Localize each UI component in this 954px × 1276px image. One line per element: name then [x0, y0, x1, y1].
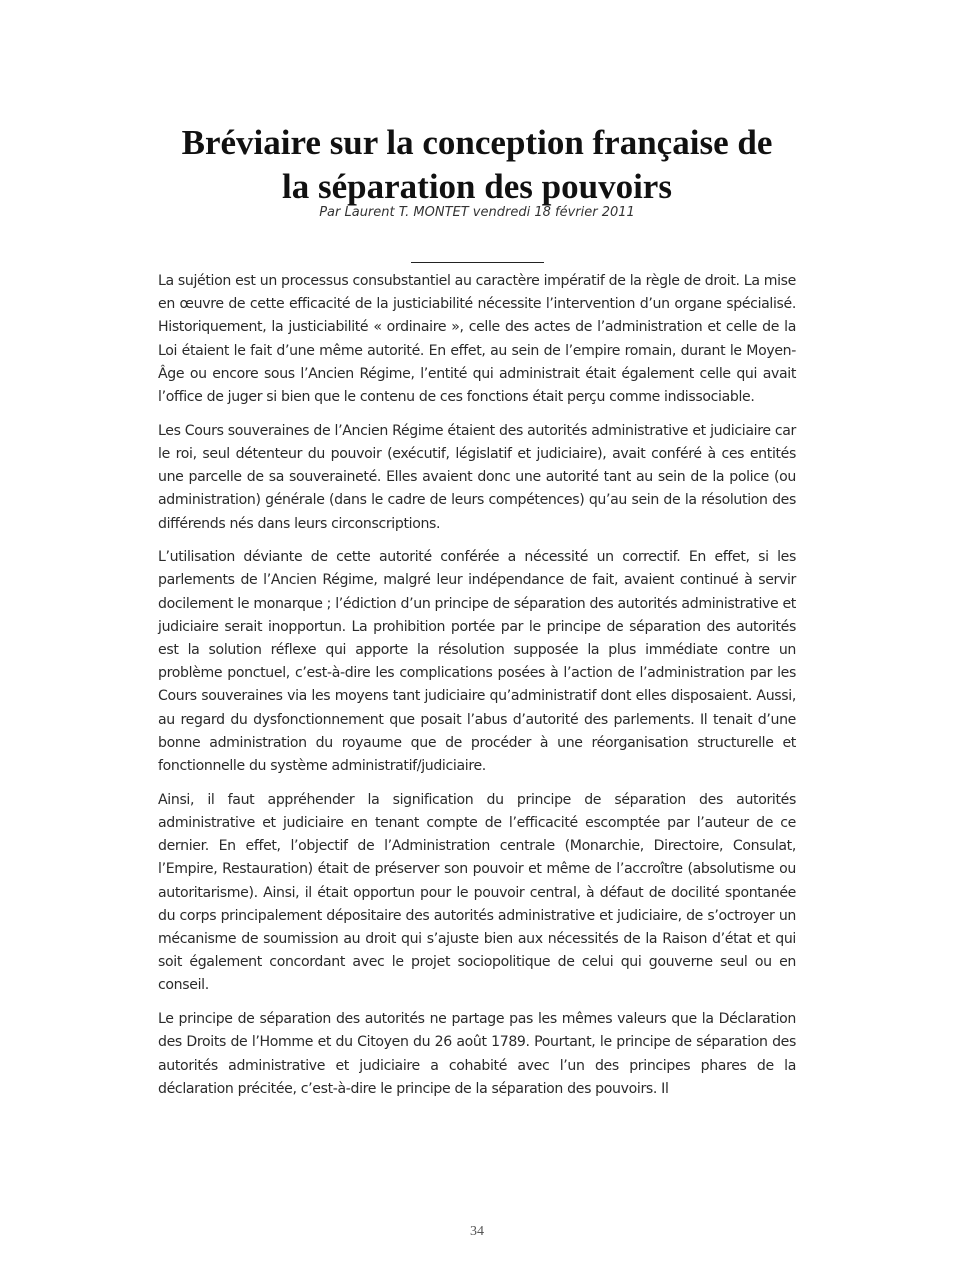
- page-number: 34: [470, 1224, 484, 1239]
- title-separator-rule: [411, 262, 544, 263]
- paragraph-3: L’utilisation déviante de cette autorité conférée a nécessité un correctif. En effet, si les parlements de l’Ancien Régime, malgré leur indépendance de fait, avaient continué à servir docilement le monarque ; l’édiction d’un principe de séparation des autorités administrative et judiciaire serait inopportun. La prohibition portée par le principe de séparation des autorités est la solution réflexe qui apporte la résolution supposée la plus immédiate contre un problème ponctuel, c’est-à-dire les complications posées à l’action de l’administration par les Cours souveraines via les moyens tant judiciaire qu’administratif dont elles disposaient. Aussi, au regard du dysfonctionnement que posait l’abus d’autorité des parlements. Il tenait d’une bonne administration du royaume que de procéder à une réorganisation structurelle et fonctionnelle du système administratif/judiciaire.: [158, 549, 796, 775]
- document-title: [120, 121, 834, 209]
- paragraph-2: Les Cours souveraines de l’Ancien Régime étaient des autorités administrative et judiciaire car le roi, seul détenteur du pouvoir (exécutif, législatif et judiciaire), avait conféré à ces entités une parcelle de sa souveraineté. Elles avaient donc une autorité tant au sein de la police (ou administration) générale (dans le cadre de leurs compétences) qu’au sein de la résolution des différends nés dans leurs circonscriptions.: [158, 422, 796, 532]
- article-body: [158, 270, 796, 1111]
- paragraph-1: La sujétion est un processus consubstantiel au caractère impératif de la règle de droit. La mise en œuvre de cette efficacité de la justiciabilité nécessite l’intervention d’un organe spécialisé. Historiquement, la justiciabilité « ordinaire », celle des actes de l’administration et celle de la Loi étaient le fait d’une même autorité. En effet, au sein de l’empire romain, durant le Moyen-Âge ou encore sous l’Ancien Régime, l’entité qui administrait était également celle qui avait l’office de juger si bien que le contenu de ces fonctions était perçu comme indissociable.: [158, 273, 796, 406]
- paragraph-4: Ainsi, il faut appréhender la signification du principe de séparation des autorités administrative et judiciaire en tenant compte de l’efficacité escomptée par l’auteur de ce dernier. En effet, l’objectif de l’Administration centrale (Monarchie, Directoire, Consulat, l’Empire, Restauration) était de préserver son pouvoir et même de l’accroître (absolutisme ou autoritarisme). Ainsi, il était opportun pour le pouvoir central, à défaut de docilité spontanée du corps principalement dépositaire des autorités administrative et judiciaire, de s’octroyer un mécanisme de soumission au droit qui s’ajuste bien aux nécessités de la Raison d’état et qui soit également concordant avec le projet sociopolitique de celui qui gouverne seul ou en conseil.: [158, 791, 796, 994]
- byline: Par Laurent T. MONTET vendredi 18 février 2011: [319, 205, 635, 220]
- title-line-1: Bréviaire sur la conception française de: [181, 123, 773, 162]
- title-line-2: la séparation des pouvoirs: [282, 167, 672, 206]
- paragraph-5: Le principe de séparation des autorités ne partage pas les mêmes valeurs que la Déclaration des Droits de l’Homme et du Citoyen du 26 août 1789. Pourtant, le principe de séparation des autorités administrative et judiciaire a cohabité avec l’un des principes phares de la déclaration précitée, c’est-à-dire le principe de la séparation des pouvoirs. Il: [158, 1011, 796, 1097]
